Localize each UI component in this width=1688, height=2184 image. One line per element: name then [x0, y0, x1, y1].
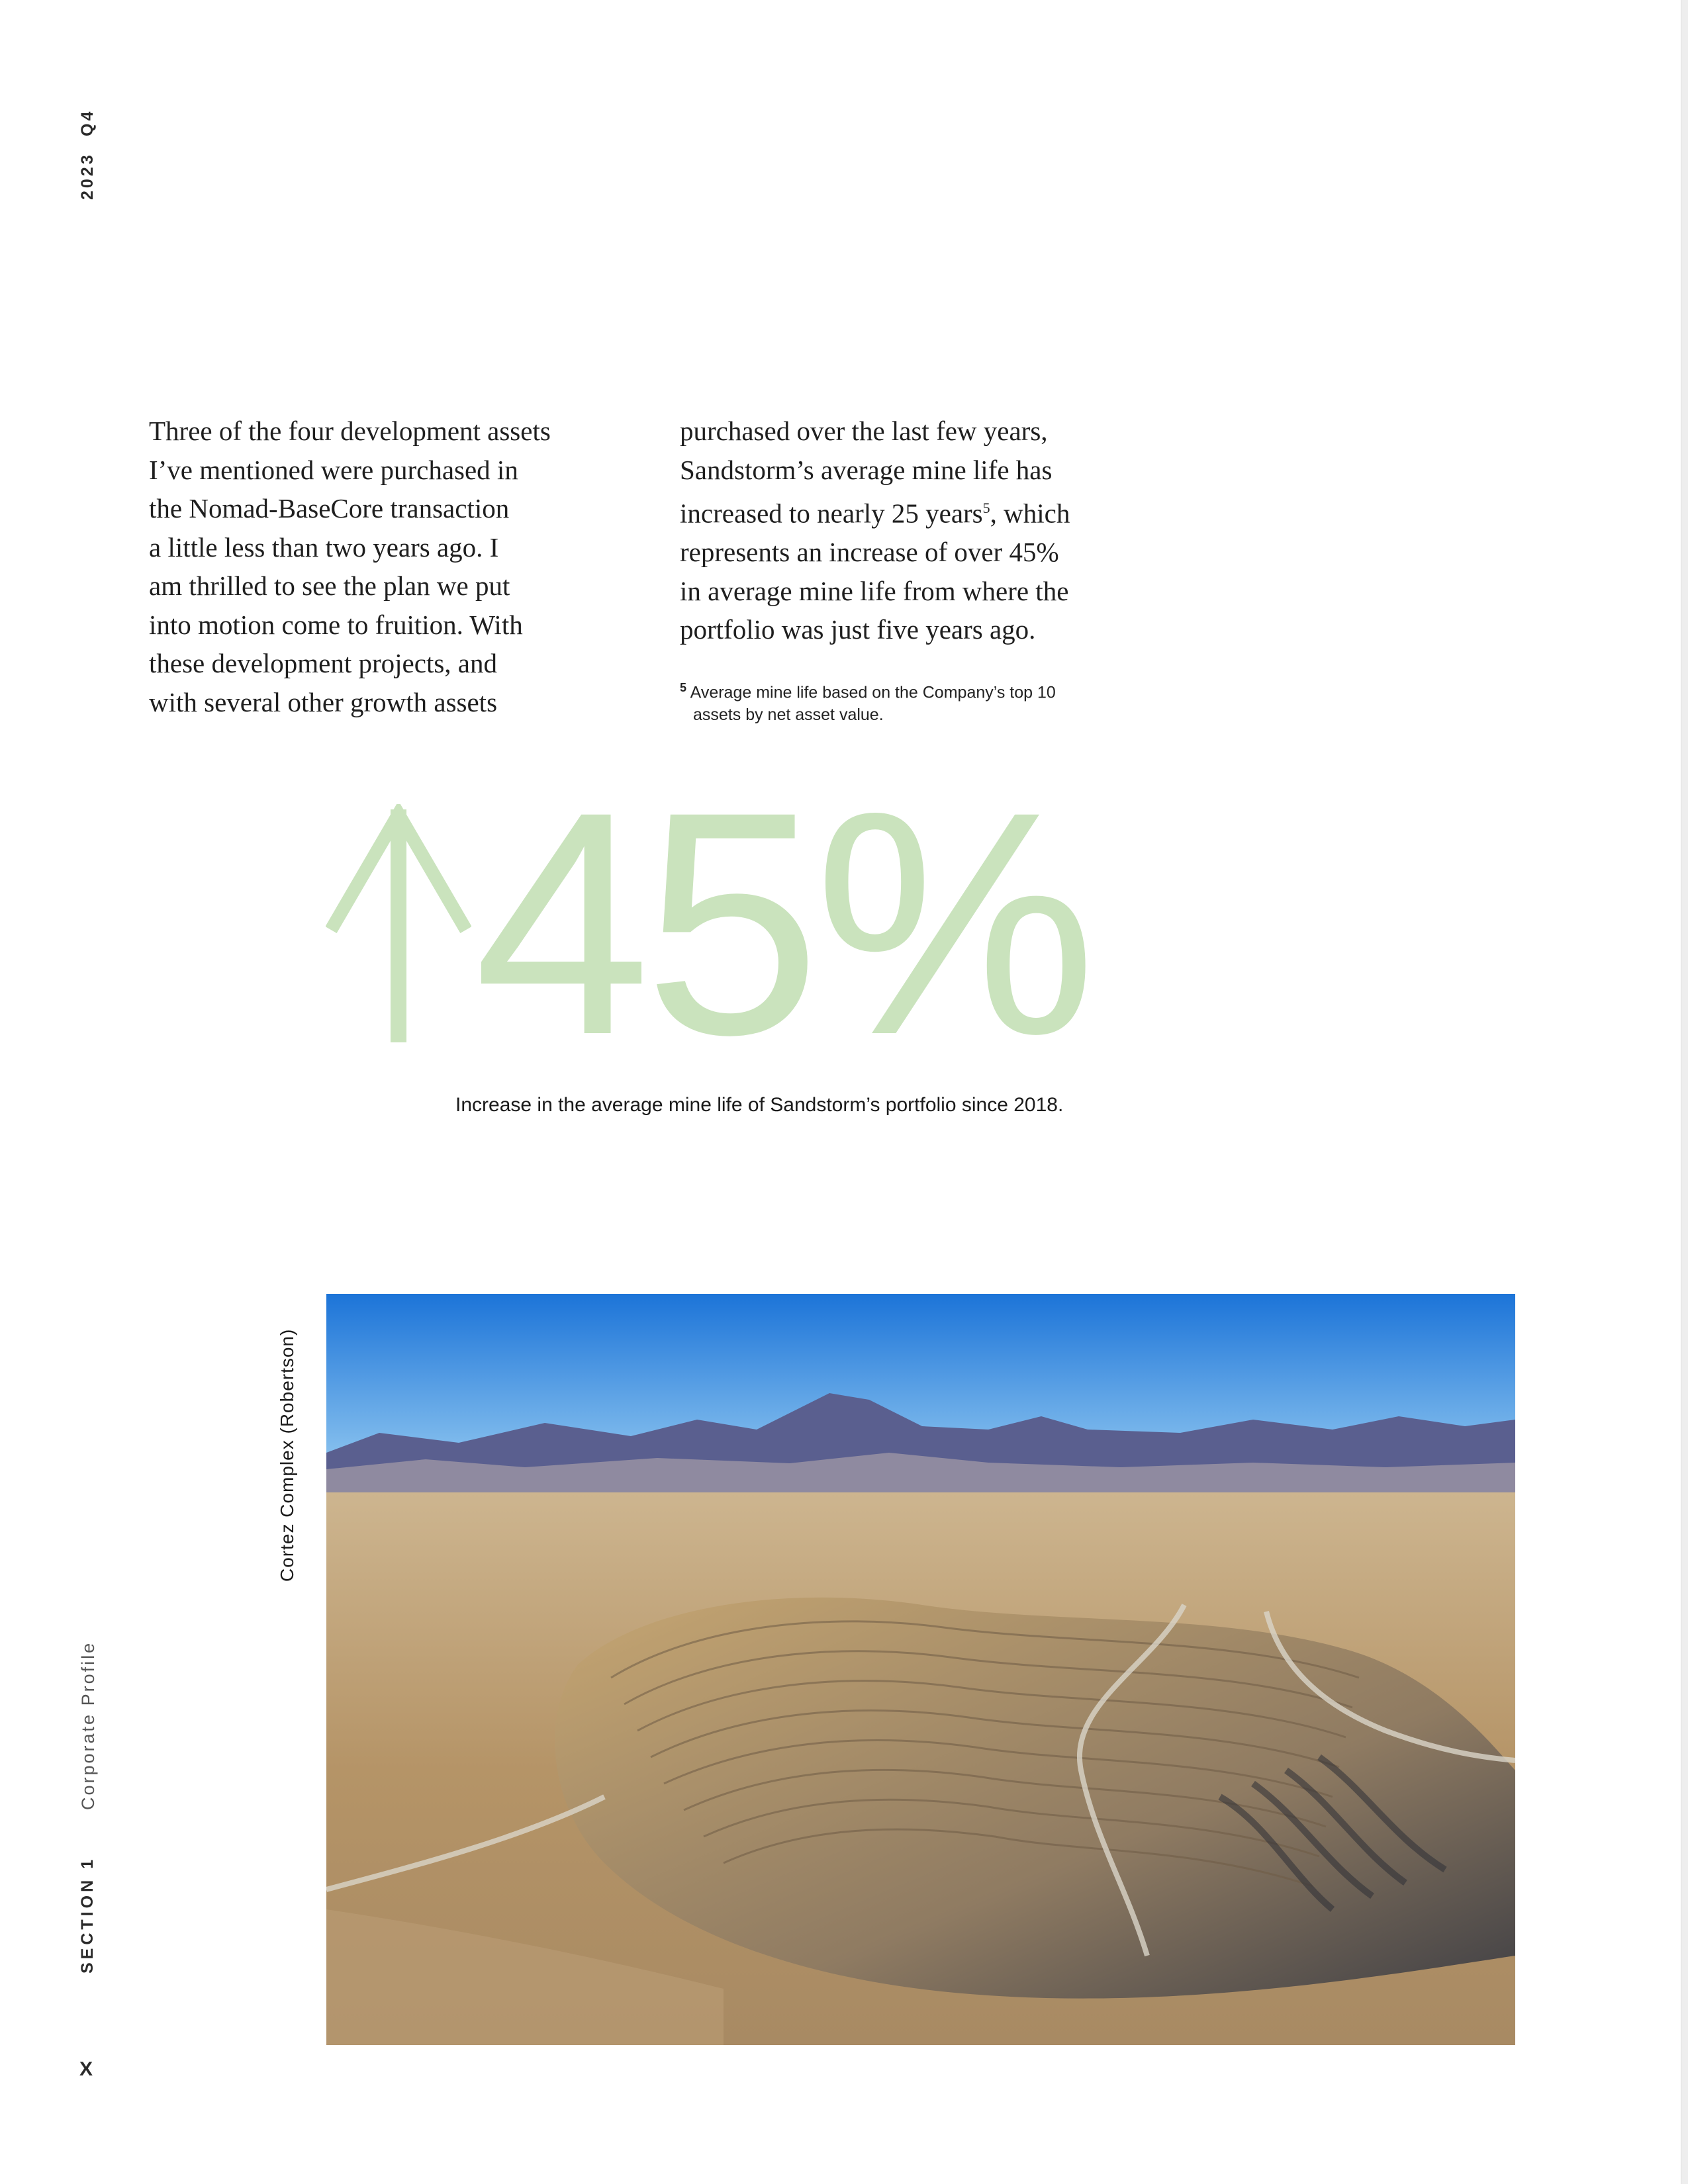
- footnote-line: Average mine life based on the Company’s top 10: [690, 683, 1056, 702]
- body-line: purchased over the last few years,: [680, 416, 1048, 446]
- body-column-left: [149, 412, 665, 721]
- body-line: represents an increase of over 45%: [680, 537, 1059, 568]
- stat-value: 45%: [474, 745, 1090, 1101]
- body-line: the Nomad-BaseCore transaction: [149, 493, 510, 523]
- sidebar-section-label: SECTION 1: [78, 1856, 97, 1974]
- sidebar-corporate-profile: Corporate Profile: [78, 1641, 98, 1810]
- body-line: into motion come to fruition. With: [149, 609, 523, 640]
- body-text: increased to nearly 25 years: [680, 498, 983, 529]
- stat-highlight: [318, 745, 1178, 1101]
- stat-caption: Increase in the average mine life of Sandstorm’s portfolio since 2018.: [455, 1094, 1064, 1116]
- open-pit-mine-illustration: [326, 1294, 1515, 2045]
- body-line: a little less than two years ago. I: [149, 531, 499, 563]
- arrow-up-icon: [326, 804, 471, 1046]
- page-edge: [1681, 0, 1688, 2184]
- body-column-right: [680, 412, 1196, 649]
- footnote-marker: 5: [680, 681, 687, 694]
- footnote: [680, 676, 1156, 726]
- mine-photo: [326, 1294, 1515, 2045]
- body-line: Sandstorm’s average mine life has: [680, 454, 1053, 485]
- footnote-reference: 5: [982, 500, 990, 516]
- footnote-line: assets by net asset value.: [693, 705, 884, 725]
- page-number: X: [79, 2058, 93, 2080]
- body-line: with several other growth assets: [149, 686, 498, 717]
- body-line: Three of the four development assets: [149, 416, 551, 446]
- photo-caption: Cortez Complex (Robertson): [277, 1328, 297, 1582]
- body-line: in average mine life from where the: [680, 575, 1069, 606]
- body-line: these development projects, and: [149, 648, 497, 678]
- body-line: I’ve mentioned were purchased in: [149, 454, 518, 485]
- header-quarter: Q4: [78, 109, 97, 136]
- body-line: portfolio was just five years ago.: [680, 614, 1036, 645]
- body-line-with-footnote: [680, 489, 1196, 533]
- body-text: , which: [990, 498, 1070, 529]
- body-line: am thrilled to see the plan we put: [149, 570, 510, 601]
- header-year: 2023: [78, 152, 97, 200]
